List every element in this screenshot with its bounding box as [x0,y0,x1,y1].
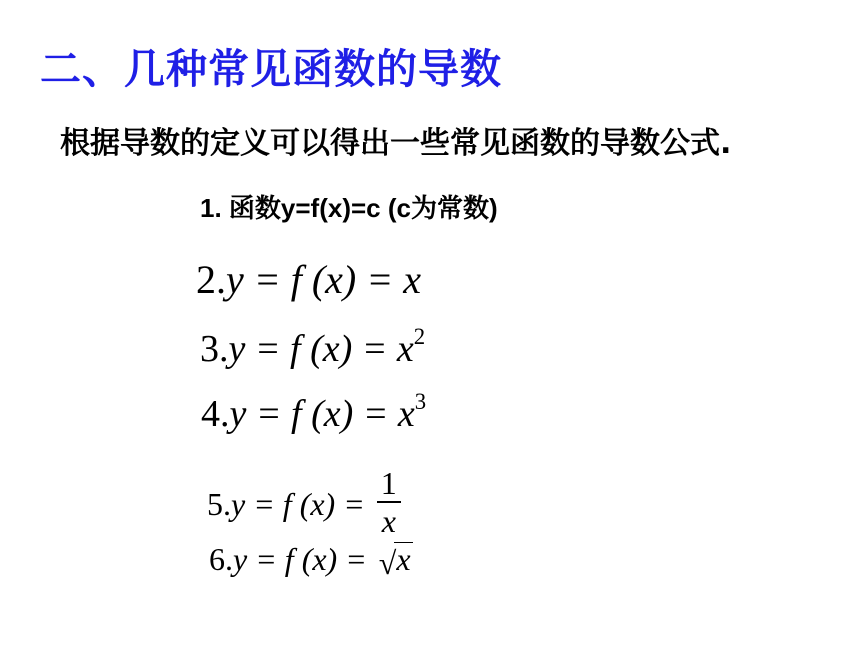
formula-4 [201,388,427,435]
fraction-denominator: x [381,502,396,539]
formula-number: 2. [196,257,226,302]
formula-2 [196,257,421,302]
formula-1: 1. 函数y=f(x)=c (c为常数) [200,193,498,223]
intro-text: 根据导数的定义可以得出一些常见函数的导数公式. [60,126,732,161]
radicand: x [396,541,411,577]
fraction [377,467,401,537]
formula-expression: y = f (x) = [233,541,367,577]
formula-3 [200,323,426,370]
radical-sign-icon: √ [378,544,397,581]
formula-number: 3. [200,328,229,370]
formula-exponent: 3 [414,388,427,414]
formula-number: 5. [207,486,231,523]
formula-5 [207,465,401,543]
formula-expression: y = f (x) = x [228,328,414,370]
formula-number: 4. [201,393,230,435]
formula-number: 6. [209,541,233,577]
formula-exponent: 2 [413,323,426,349]
fraction-numerator: 1 [380,465,397,501]
slide-title: 二、几种常见函数的导数 [40,45,502,93]
formula-6 [209,542,413,579]
formula-expression: y = f (x) = x [229,393,415,435]
formula-expression: y = f (x) = x [226,257,421,302]
formula-expression: y = f (x) = [231,486,365,523]
square-root [379,542,413,579]
